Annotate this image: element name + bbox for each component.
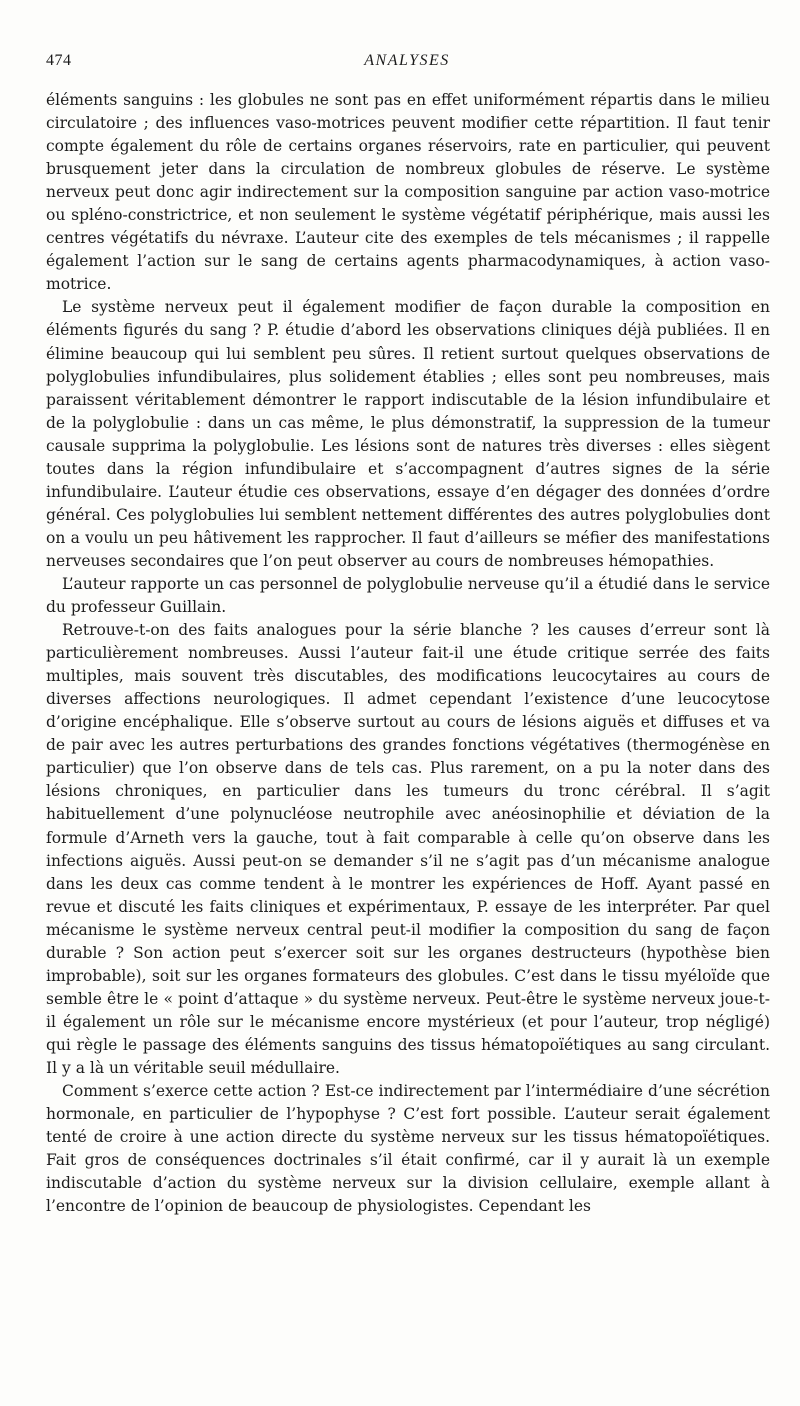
paragraph: L’auteur rapporte un cas personnel de polyglobulie nerveuse qu’il a étudié dans le service du professeur Guillain. xyxy=(46,574,770,617)
page-header xyxy=(46,52,768,78)
paragraph-continuation: éléments sanguins : les globules ne sont pas en effet uniformément répartis dans le milieu circulatoire ; des influences vaso-motrices peuvent modifier cette répartition. Il faut tenir compte également du rôle de certains organes réservoirs, rate en particulier, qui peuvent brusquement jeter dans la circulation de nombreux globules de réserve. Le système nerveux peut donc agir indirectement sur la composition sanguine par action vaso-motrice ou spléno-constrictrice, et non seulement le système végétatif périphérique, mais aussi les centres végétatifs du névraxe. L’auteur cite des exemples de tels mécanismes ; il rappelle également l’action sur le sang de certains agents pharmacodynamiques, à action vaso-motrice. xyxy=(46,91,770,294)
paragraph: Le système nerveux peut il également modifier de façon durable la composition en éléments figurés du sang ? P. étudie d’abord les observations cliniques déjà publiées. Il en élimine beaucoup qui lui semblent peu sûres. Il retient surtout quelques observations de polyglobulies infundibulaires, plus solidement établies ; elles sont peu nombreuses, mais paraissent véritablement démontrer le rapport indiscutable de la lésion infundibulaire et de la polyglobulie : dans un cas même, le plus démonstratif, la suppression de la tumeur causale supprima la polyglobulie. Les lésions sont de natures très diverses : elles siègent toutes dans la région infundibulaire et s’accompagnent d’autres signes de la série infundibulaire. L’auteur étudie ces observations, essaye d’en dégager des données d’ordre général. Ces polyglobulies lui semblent nettement différentes des autres polyglobulies dont on a voulu un peu hâtivement les rapprocher. Il faut d’ailleurs se méfier des manifestations nerveuses secondaires que l’on peut observer au cours de nombreuses hémopathies. xyxy=(46,298,770,570)
paragraph: Comment s’exerce cette action ? Est-ce indirectement par l’intermédiaire d’une sécrétion hormonale, en particulier de l’hypophyse ? C’est fort possible. L’auteur serait également tenté de croire à une action directe du système nerveux sur les tissus hématopoïétiques. Fait gros de conséquences doctrinales s’il était confirmé, car il y aurait là un exemple indiscutable d’action du système nerveux sur la division cellulaire, exemple allant à l’encontre de l’opinion de beaucoup de physiologistes. Cependant les xyxy=(46,1082,770,1216)
running-title: ANALYSES xyxy=(364,52,450,69)
page-number: 474 xyxy=(46,52,72,69)
paragraph: Retrouve-t-on des faits analogues pour la série blanche ? les causes d’erreur sont là particulièrement nombreuses. Aussi l’auteur fait-il une étude critique serrée des faits multiples, mais souvent très discutables, des modifications leucocytaires au cours de diverses affections neurologiques. Il admet cependant l’existence d’une leucocytose d’origine encéphalique. Elle s’observe surtout au cours de lésions aiguës et diffuses et va de pair avec les autres perturbations des grandes fonctions végétatives (thermogénèse en particulier) que l’on observe dans de tels cas. Plus rarement, on a pu la noter dans des lésions chroniques, en particulier dans les tumeurs du tronc cérébral. Il s’agit habituellement d’une polynucléose neutrophile avec anéosinophilie et déviation de la formule d’Arneth vers la gauche, tout à fait comparable à celle qu’on observe dans les infections aiguës. Aussi peut-on se demander s’il ne s’agit pas d’un mécanisme analogue dans les deux cas comme tendent à le montrer les expériences de Hoff. Ayant passé en revue et discuté les faits cliniques et expérimentaux, P. essaye de les interpréter. Par quel mécanisme le système nerveux central peut-il modifier la composition du sang de façon durable ? Son action peut s’exercer soit sur les organes destructeurs (hypothèse bien improbable), soit sur les organes formateurs des globules. C’est dans le tissu myéloïde que semble être le « point d’attaque » du système nerveux. Peut-être le système nerveux joue-t-il également un rôle sur le mécanisme encore mystérieux (et pour l’auteur, trop négligé) qui règle le passage des éléments sanguins des tissus hématopoïétiques au sang circulant. Il y a là un véritable seuil médullaire. xyxy=(46,621,770,1077)
article-body xyxy=(46,89,770,1218)
